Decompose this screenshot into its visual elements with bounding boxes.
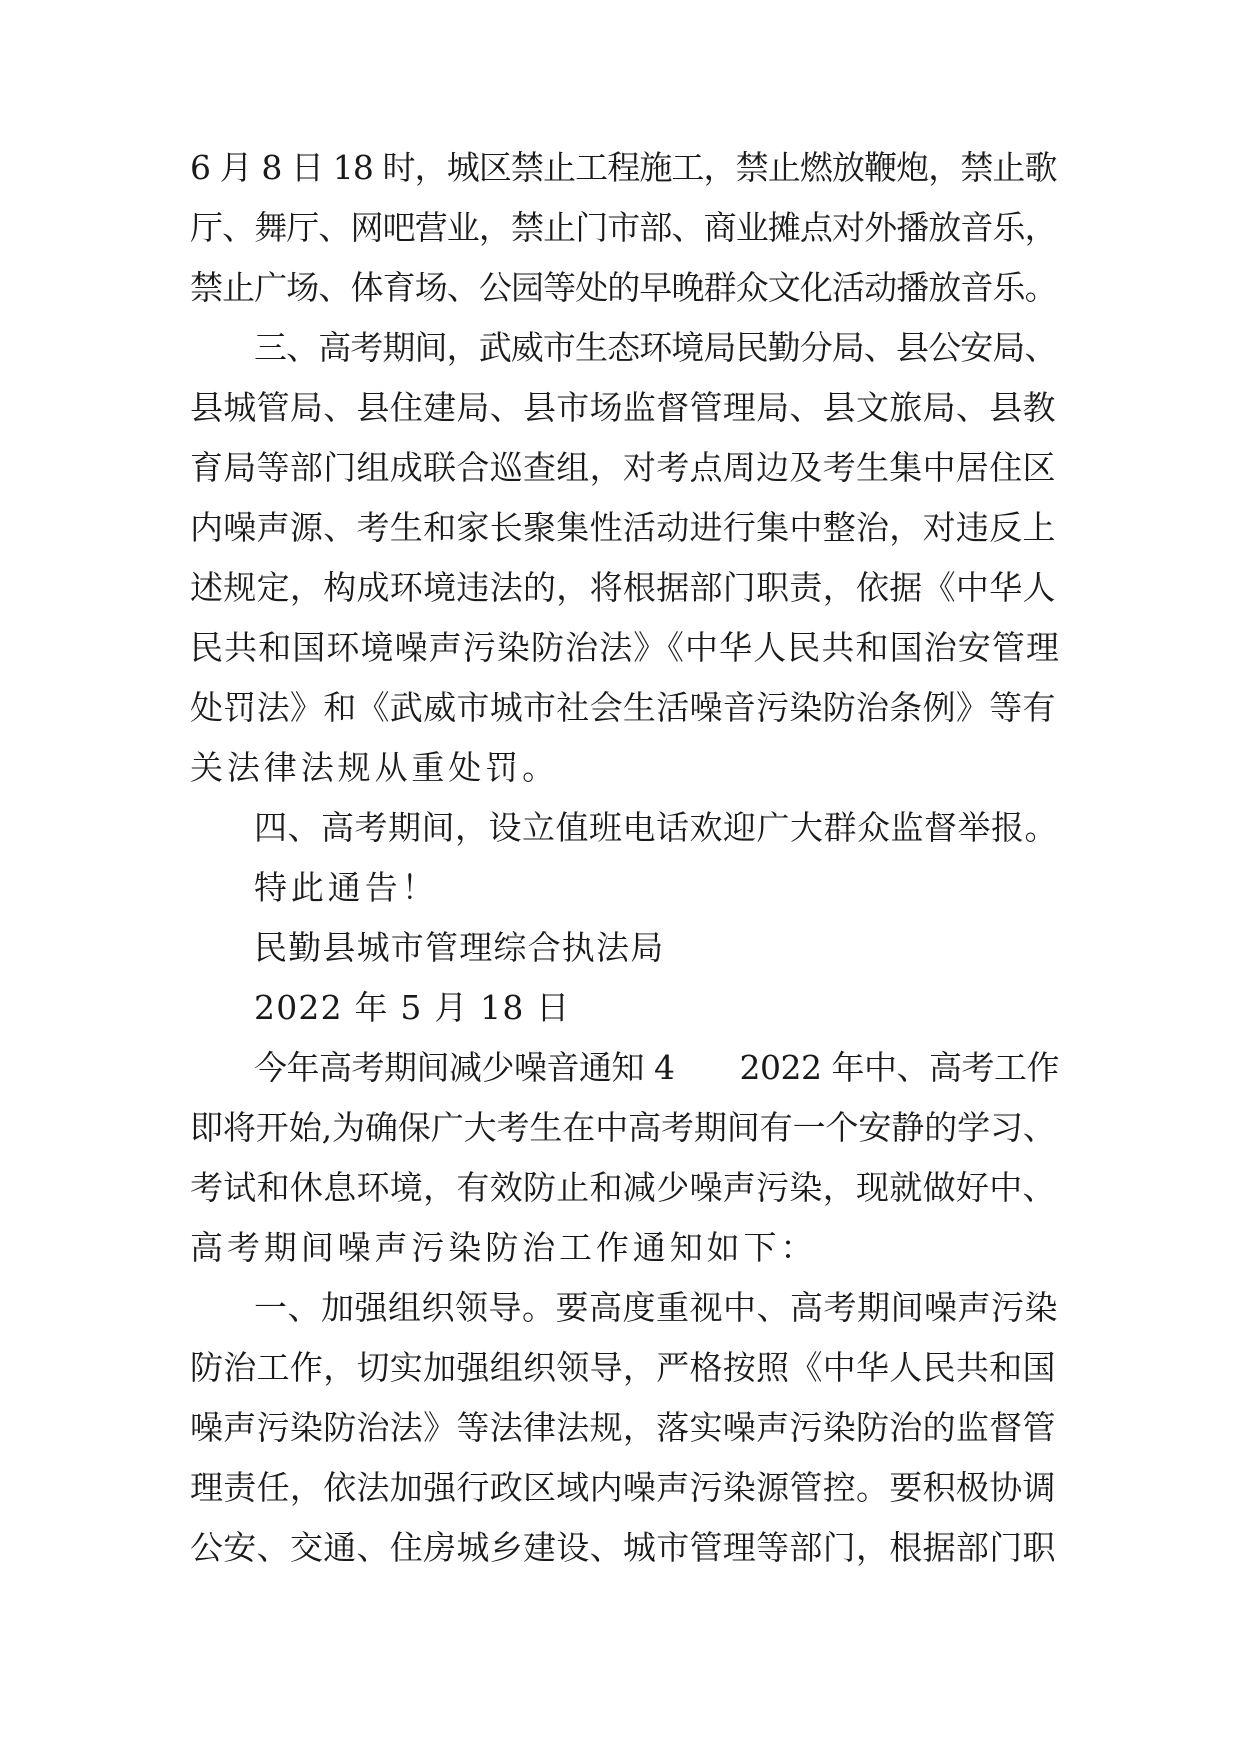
- text-line: 高考期间噪声污染防治工作通知如下：: [190, 1228, 818, 1267]
- text-line: 处罚法》和《武威市城市社会生活噪音污染防治条例》等有: [190, 688, 1056, 727]
- issuing-authority: 民勤县城市管理综合执法局: [254, 928, 665, 967]
- text-line: 噪声污染防治法》等法律法规，落实噪声污染防治的监督管: [190, 1408, 1056, 1447]
- text-line: 公安、交通、住房城乡建设、城市管理等部门，根据部门职: [190, 1528, 1056, 1567]
- text-line: 厅、舞厅、网吧营业，禁止门市部、商业摊点对外播放音乐，: [190, 208, 1057, 247]
- text-line: 内噪声源、考生和家长聚集性活动进行集中整治，对违反上: [190, 508, 1056, 547]
- text-line: 6 月 8 日 18 时，城区禁止工程施工，禁止燃放鞭炮，禁止歌: [190, 148, 1057, 187]
- text-line: 县城管局、县住建局、县市场监督管理局、县文旅局、县教: [190, 388, 1056, 427]
- text-line: 禁止广场、体育场、公园等处的早晚群众文化活动播放音乐。: [190, 268, 1057, 307]
- paragraph-start-line: 三、高考期间，武威市生态环境局民勤分局、县公安局、: [254, 328, 1057, 367]
- paragraph-start-line: 四、高考期间，设立值班电话欢迎广大群众监督举报。: [254, 808, 1058, 847]
- text-line: 育局等部门组成联合巡查组，对考点周边及考生集中居住区: [190, 448, 1056, 487]
- issue-date: 2022 年 5 月 18 日: [254, 988, 571, 1027]
- text-line: 述规定，构成环境违法的，将根据部门职责，依据《中华人: [190, 568, 1056, 607]
- text-line: 民共和国环境噪声污染防治法》《中华人民共和国治安管理: [190, 628, 1061, 667]
- paragraph-start-line: 今年高考期间减少噪音通知 4 2022 年中、高考工作: [254, 1048, 1059, 1087]
- text-line: 关法律法规从重处罚。: [190, 748, 559, 787]
- text-line: 理责任，依法加强行政区域内噪声污染源管控。要积极协调: [190, 1468, 1056, 1507]
- text-line: 即将开始,为确保广大考生在中高考期间有一个安静的学习、: [190, 1108, 1056, 1147]
- closing-notice: 特此通告！: [254, 868, 439, 907]
- text-line: 防治工作，切实加强组织领导，严格按照《中华人民共和国: [190, 1348, 1056, 1387]
- paragraph-start-line: 一、加强组织领导。要高度重视中、高考期间噪声污染: [254, 1288, 1058, 1327]
- text-line: 考试和休息环境，有效防止和减少噪声污染，现就做好中、: [190, 1168, 1056, 1207]
